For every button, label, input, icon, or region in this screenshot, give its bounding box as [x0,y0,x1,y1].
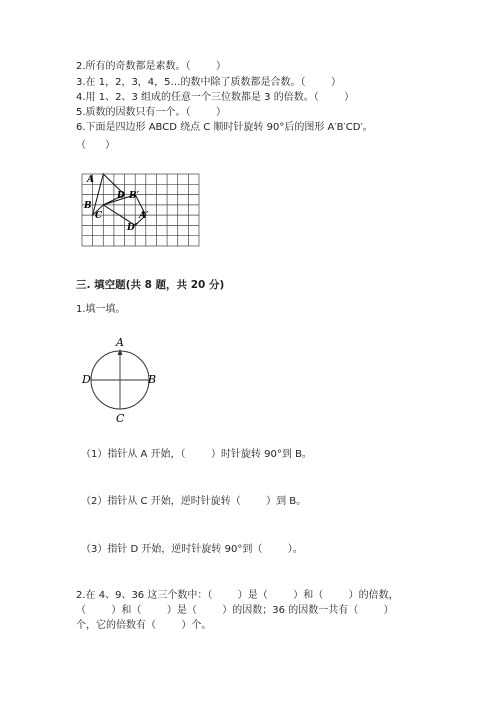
clock-label-bottom: C [116,412,125,424]
question-4: 4.用 1、2、3 组成的任意一个三位数都是 3 的倍数。（ ） [76,92,355,103]
clock-label-top: A [116,336,124,349]
rotation-grid-figure [80,170,204,250]
question-5: 5.质数的因数只有一个。（ ） [76,107,226,118]
clock-label-left: D [82,373,91,386]
label-c: C [95,211,103,221]
fill-q2-line3: 个，它的倍数有（ ）个。 [76,620,212,631]
label-d: D [117,191,125,201]
label-a: A [87,175,94,185]
label-d-prime: D′ [127,223,138,233]
clock-label-right: B [148,373,157,386]
clock-diagram [80,336,164,424]
label-b-prime: B′ [129,191,139,201]
fill-q1-part2: （2）指针从 C 开始，逆时针旋转（ ）到 B。 [81,496,307,507]
fill-q2-line1: 2.在 4、9、36 这三个数中：（ ）是（ ）和（ ）的倍数， [76,590,399,601]
label-b: B [84,201,92,211]
fill-q1-part1: （1）指针从 A 开始，（ ）时针旋转 90°到 B。 [81,449,312,460]
question-6-answer-blank: （ ） [76,140,116,151]
fill-q1-part3: （3）指针 D 开始，逆时针旋转 90°到（ ）。 [81,544,303,555]
question-6: 6.下面是四边形 ABCD 绕点 C 顺时针旋转 90°后的图形 A′B′CD′。 [76,122,373,133]
section-3-title: 三. 填空题(共 8 题，共 20 分) [76,279,225,291]
question-3: 3.在 1，2，3，4，5…的数中除了质数都是合数。（ ） [76,77,341,88]
question-2: 2.所有的奇数都是素数。（ ） [76,61,226,72]
pointer-arrowhead [118,349,123,355]
fill-q1-title: 1.填一填。 [76,304,126,315]
label-a-prime: A′ [139,211,149,221]
fill-q2-line2: （ ）和（ ）是（ ）的因数；36 的因数一共有（ ） [76,605,394,616]
grid [82,174,199,246]
